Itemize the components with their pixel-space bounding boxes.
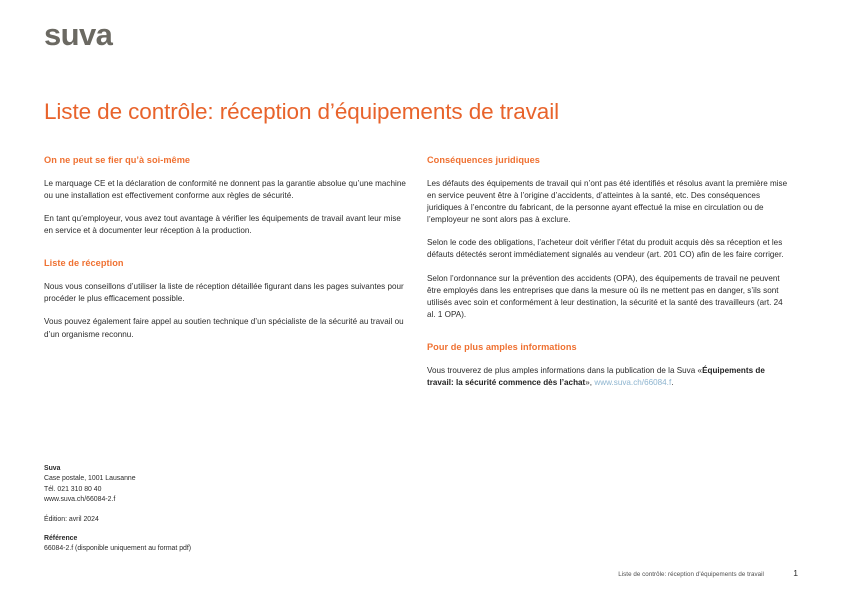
running-footer [44,568,798,578]
imprint-block [44,464,374,555]
page-title: Liste de contrôle: réception d’équipements de travail [44,99,560,125]
section-more-information [427,342,791,389]
imprint-spacer [44,525,374,534]
suva-publication-link[interactable]: www.suva.ch/66084.f [594,377,672,387]
imprint-reference-label: Référence [44,535,78,543]
publication-title: Équipements de travail: la sécurité commence dès l’achat [427,365,765,387]
info-suffix: . [671,377,674,387]
paragraph: Vous pouvez également faire appel au soutien technique d’un spécialiste de la sécurité au travail ou d’un organisme reconnu. [44,317,404,339]
paragraph: Nous vous conseillons d’utiliser la liste de réception détaillée figurant dans les pages suivantes pour procéder le plus efficacement possible. [44,282,404,304]
section-reception-list [44,258,408,340]
more-information-text [427,365,791,389]
section-heading: Conséquences juridiques [427,155,540,165]
section-legal-consequences [427,155,791,321]
imprint-reference-value: 66084-2.f (disponible uniquement au format pdf) [44,545,192,553]
running-footer-title: Liste de contrôle: réception d’équipements de travail [618,571,764,578]
section-heading: Pour de plus amples informations [427,341,577,352]
paragraph: En tant qu’employeur, vous avez tout avantage à vérifier les équipements de travail avant leur mise en service et à documenter leur réception à la production. [44,214,401,236]
section-self-reliance [44,155,408,237]
imprint-phone: Tél. 021 310 80 40 [44,485,102,493]
paragraph: Selon le code des obligations, l’acheteur doit vérifier l’état du produit acquis dès sa réception et les défauts détectés seront immédiatement signalés au vendeur (art. 201 CO) afin de les faire corriger. [427,238,784,260]
paragraph: Les défauts des équipements de travail qui n’ont pas été identifiés et résolus avant la première mise en service peuvent être à l’origine d’accidents, d’atteintes à la santé, etc. Des conséquences juridiques à l’encontre du fabricant, de la personne ayant effectué la mise en circulation ou de l’employeur ne sont alors pas à exclure. [427,178,788,225]
imprint-web: www.suva.ch/66084-2.f [44,496,116,504]
info-prefix: Vous trouverez de plus amples informations dans la publication de la Suva « [427,365,703,375]
imprint-org: Suva [44,465,61,472]
section-heading: Liste de réception [44,258,124,269]
imprint-spacer [44,506,374,515]
paragraph: Le marquage CE et la déclaration de conformité ne donnent pas la garantie absolue qu’une machine ou une installation est effectivement conforme aux règles de sécurité. [44,178,406,201]
right-column [427,155,791,404]
left-column [44,155,408,356]
paragraph: Selon l’ordonnance sur la prévention des accidents (OPA), des équipements de travail ne peuvent être employés dans les entreprises que dans la mesure où ils ne mettent pas en danger, s’ils sont utilisés avec soin et conformément à leur destination, la sécurité et la santé des travailleurs (art. 24 al. 1 OPA). [427,273,783,319]
suva-logo: suva [44,17,113,52]
info-mid: », [585,377,595,387]
imprint-edition: Édition: avril 2024 [44,515,99,523]
section-heading: On ne peut se fier qu’à soi-même [44,155,191,165]
imprint-address: Case postale, 1001 Lausanne [44,475,136,483]
page-number: 1 [793,568,798,578]
